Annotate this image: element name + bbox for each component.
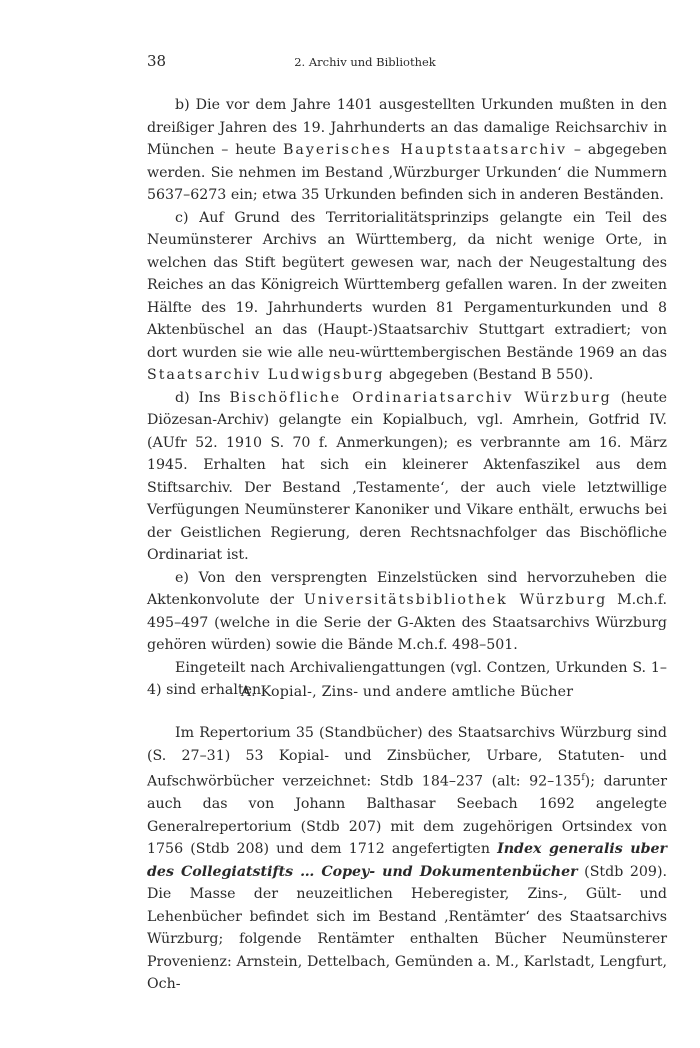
text-run: M.ch.f. 495–497 (welche in die Serie der G-Akten des Staatsarchivs Würzburg gehören würden) sowie die Bände M.ch.f. 498–501. xyxy=(147,592,667,653)
spaced-emphasis: Bayerisches Hauptstaatsarchiv xyxy=(282,142,568,158)
paragraph-intro-list: Eingeteilt nach Archivaliengattungen (vgl. Contzen, Urkunden S. 1–4) sind erhalten: xyxy=(147,659,667,698)
section-heading: A. Kopial-, Zins- und andere amtliche Bücher xyxy=(240,684,574,700)
text-run: c) Auf Grund des Territorialitätsprinzips gelangte ein Teil des Neumünsterer Archivs an Württemberg, da nicht wenige Orte, in welchen das Stift begütert gewesen war, nach der Neugestaltung des Reiches an das Königreich Württemberg gefallen waren. In der zweiten Hälfte des 19. Jahrhunderts wurden 81 Pergamenturkunden und 8 Aktenbüschel an das (Haupt-)Staatsarchiv Stuttgart extradiert; von dort wurden sie wie alle neu-württembergischen Bestände 1969 an das xyxy=(147,209,667,361)
paragraph-d xyxy=(147,387,667,567)
text-run: abgegeben (Bestand B 550). xyxy=(384,367,594,383)
text-block-lower xyxy=(147,722,667,996)
paragraph-b xyxy=(147,94,667,207)
footnote-marker: f xyxy=(581,773,585,783)
text-run: d) Ins xyxy=(175,389,230,406)
spaced-emphasis: Staatsarchiv Ludwigsburg xyxy=(147,367,385,383)
text-run: b) Die vor dem Jahre 1401 ausgestellten Urkunden mußten in den dreißiger Jahren des 19. Jahrhunderts an das damalige Reichsarchiv in München – heute xyxy=(147,97,667,158)
text-run: (Stdb 209). Die Masse der neuzeitlichen Heberegister, Zins-, Gült- und Lehenbücher befindet sich im Bestand ‚Rentämter‘ des Staatsarchivs Würzburg; folgende Rentämter enthalten Bücher Neumünsterer Provenienz: Arnstein, Dettelbach, Gemünden a. M., Karlstadt, Lengfurt, Och- xyxy=(147,863,667,993)
paragraph-section-a xyxy=(147,722,667,996)
text-block-upper xyxy=(147,94,667,702)
italic-title: Index generalis uber des Collegiatstifts … Copey- und Dokumentenbücher xyxy=(147,841,667,880)
paragraph-c xyxy=(147,207,667,387)
page-number: 38 xyxy=(147,52,167,70)
text-run: e) Von den versprengten Einzelstücken sind hervorzuheben die Aktenkonvolute der xyxy=(147,569,667,608)
text-run: ); darunter auch das von Johann Balthasar Seebach 1692 angelegte Generalrepertorium (Stdb 207) mit dem zugehörigen Ortsindex von 1756 (Stdb 208) und dem 1712 angefertigten xyxy=(147,773,667,858)
text-run: (heute Diözesan-Archiv) gelangte ein Kopialbuch, vgl. Amrhein, Gotfrid IV. (AUfr 52. 1910 S. 70 f. Anmerkungen); es verbrannte am 16. März 1945. Erhalten hat sich ein kleinerer Aktenfaszikel aus dem Stiftsarchiv. Der Bestand ‚Testamente‘, der auch viele letztwillige Verfügungen Neumünsterer Kanoniker und Vikare enthält, erwuchs bei der Geistlichen Regierung, deren Rechtsnachfolger das Bischöfliche Ordinariat ist. xyxy=(147,389,667,563)
text-run: – abgegeben werden. Sie nehmen im Bestand ‚Würzburger Urkunden‘ die Nummern 5637–6273 ein; etwa 35 Urkunden befinden sich in anderen Beständen. xyxy=(147,142,667,203)
running-title: 2. Archiv und Bibliothek xyxy=(294,55,436,69)
spaced-emphasis: Universitätsbibliothek Würzburg xyxy=(303,592,608,608)
spaced-emphasis: Bischöfliche Ordinariatsarchiv Würzburg xyxy=(229,389,612,406)
text-run: Im Repertorium 35 (Standbücher) des Staatsarchivs Würzburg sind (S. 27–31) 53 Kopial- und Zinsbücher, Urbare, Statuten- und Aufschwörbücher verzeichnet: Stdb 184–237 (alt: 92–135 xyxy=(147,725,667,790)
paragraph-e xyxy=(147,567,667,657)
